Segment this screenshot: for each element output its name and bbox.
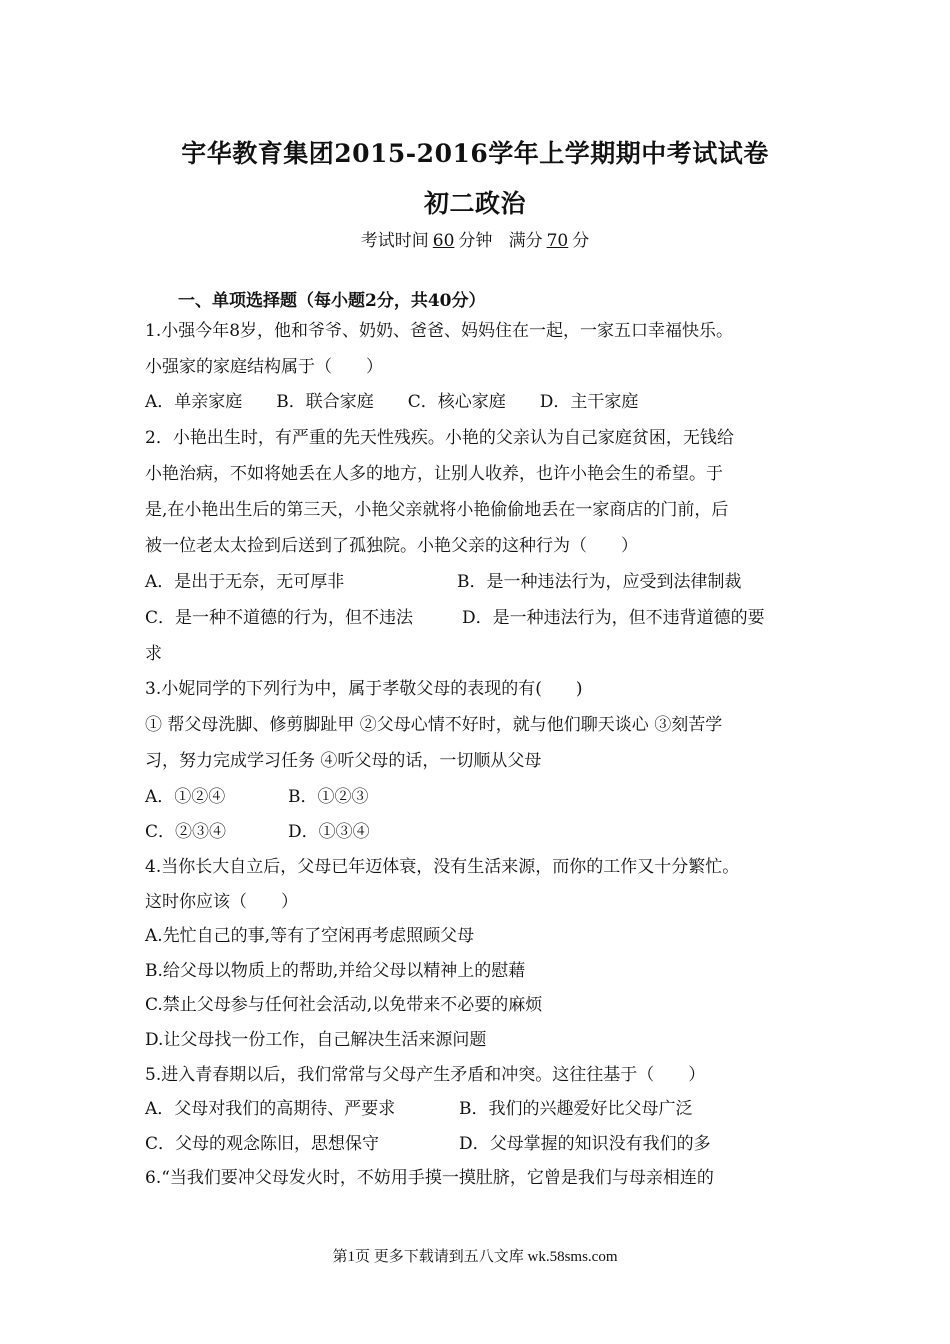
section-title: 一、单项选择题（每小题2分，共40分）	[178, 291, 486, 311]
subject-title: 初二政治	[423, 189, 526, 218]
exam-meta	[0, 226, 950, 251]
question-text: 1.小强今年8岁，他和爷爷、奶奶、爸爸、妈妈住在一起，一家五口幸福快乐。	[145, 321, 734, 341]
option-d: D．①③④	[288, 822, 370, 842]
question-text: 2．小艳出生时，有严重的先天性残疾。小艳的父亲认为自己家庭贫困，无钱给	[145, 428, 734, 448]
score-unit: 分	[572, 231, 590, 251]
time-label: 考试时间	[360, 231, 429, 251]
score-label: 满分	[508, 231, 543, 251]
option-b: B．我们的兴趣爱好比父母广泛	[459, 1099, 693, 1119]
option-d: D．是一种违法行为，但不违背道德的要	[462, 608, 765, 628]
answer-options: A．单亲家庭 B．联合家庭 C．核心家庭 D．主干家庭	[145, 392, 639, 412]
option-a: A.先忙自己的事,等有了空闲再考虑照顾父母	[145, 926, 475, 946]
time-value: 60	[432, 231, 455, 251]
question-text: 习，努力完成学习任务 ④听父母的话，一切顺从父母	[145, 751, 542, 771]
question-text: 小强家的家庭结构属于（ ）	[145, 357, 383, 377]
option-d: D．父母掌握的知识没有我们的多	[459, 1134, 711, 1154]
question-text: 4.当你长大自立后，父母已年迈体衰，没有生活来源，而你的工作又十分繁忙。	[145, 857, 740, 877]
question-text: 3.小妮同学的下列行为中，属于孝敬父母的表现的有( )	[145, 679, 583, 699]
option-c: C．是一种不道德的行为，但不违法	[145, 608, 414, 628]
option-c: C．父母的观念陈旧，思想保守	[145, 1134, 380, 1154]
option-b: B．①②③	[288, 787, 369, 807]
option-c: C．②③④	[145, 822, 227, 842]
page-footer: 第1页 更多下载请到五八文库 wk.58sms.com	[332, 1249, 618, 1265]
option-d-continued: 求	[145, 644, 162, 664]
option-d: D.让父母找一份工作，自己解决生活来源问题	[145, 1030, 487, 1050]
score-value: 70	[546, 231, 569, 251]
question-text: 被一位老太太捡到后送到了孤独院。小艳父亲的这种行为（ ）	[145, 536, 638, 556]
option-a: A．是出于无奈，无可厚非	[145, 572, 345, 592]
option-a: A．父母对我们的高期待、严要求	[145, 1099, 396, 1119]
exam-title: 宇华教育集团2015-2016学年上学期期中考试试卷	[181, 139, 769, 168]
option-c: C.禁止父母参与任何社会活动,以免带来不必要的麻烦	[145, 995, 543, 1015]
question-text: ① 帮父母洗脚、修剪脚趾甲 ②父母心情不好时，就与他们聊天谈心 ③刻苦学	[145, 715, 723, 735]
question-text: 是,在小艳出生后的第三天，小艳父亲就将小艳偷偷地丢在一家商店的门前，后	[145, 500, 729, 520]
time-unit: 分钟	[458, 231, 493, 251]
question-text: 这时你应该（ ）	[145, 892, 298, 912]
option-b: B.给父母以物质上的帮助,并给父母以精神上的慰藉	[145, 961, 526, 981]
question-text: 小艳治病，不如将她丢在人多的地方，让别人收养，也许小艳会生的希望。于	[145, 464, 723, 484]
question-text: 6.“当我们要冲父母发火时，不妨用手摸一摸肚脐，它曾是我们与母亲相连的	[145, 1168, 714, 1188]
option-b: B．是一种违法行为，应受到法律制裁	[457, 572, 742, 592]
option-a: A．①②④	[145, 787, 226, 807]
question-text: 5.进入青春期以后，我们常常与父母产生矛盾和冲突。这往往基于（ ）	[145, 1065, 706, 1085]
